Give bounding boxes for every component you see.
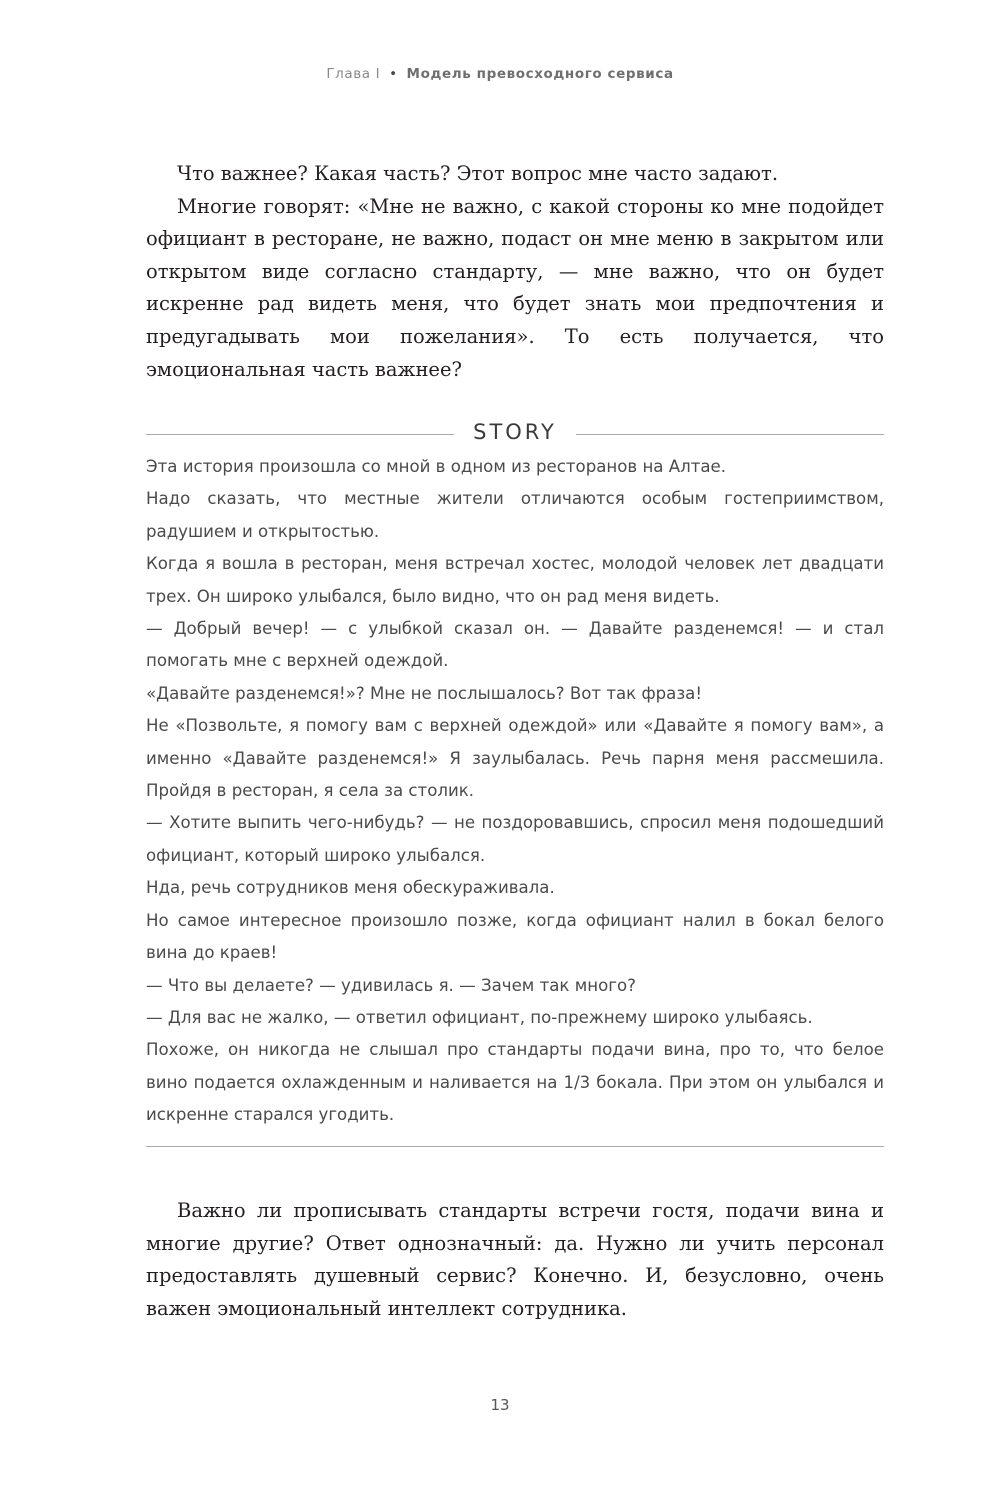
- running-head: [0, 66, 1000, 82]
- divider: [146, 1146, 884, 1147]
- page-number: 13: [490, 1396, 510, 1414]
- divider: [576, 434, 884, 435]
- story-paragraph: Надо сказать, что местные жители отличаются особым гостеприимством, радушием и открытостью.: [146, 489, 884, 541]
- intro-text: [146, 158, 884, 386]
- story-paragraph: «Давайте разденемся!»? Мне не послышалось? Вот так фраза!: [146, 683, 702, 703]
- story-paragraph: Нда, речь сотрудников меня обескураживала.: [146, 878, 555, 898]
- story-box: [146, 451, 884, 1132]
- paragraph: Многие говорят: «Мне не важно, с какой стороны ко мне подойдет официант в ресторане, не важно, подаст он мне меню в закрытом или открытом виде согласно стандарту, — мне важно, что он будет искренне рад видеть меня, что будет знать мои предпочтения и предугадывать мои пожелания». То есть получается, что эмоциональная часть важнее?: [146, 194, 884, 381]
- story-paragraph: Не «Позвольте, я помогу вам с верхней одеждой» или «Давайте я помогу вам», а именно «Давайте разденемся!» Я заулыбалась. Речь парня меня рассмешила. Пройдя в ресторан, я села за столик.: [146, 716, 884, 801]
- story-paragraph: Но самое интересное произошло позже, когда официант налил в бокал белого вина до краев!: [146, 910, 884, 963]
- chapter-title: Модель превосходного сервиса: [406, 66, 674, 82]
- story-paragraph: — Для вас не жалко, — ответил официант, по-прежнему широко улыбаясь.: [146, 1007, 813, 1027]
- story-heading: [146, 420, 884, 450]
- story-paragraph: Эта история произошла со мной в одном из ресторанов на Алтае.: [146, 457, 727, 476]
- story-heading-label: STORY: [473, 420, 557, 444]
- paragraph: Что важнее? Какая часть? Этот вопрос мне часто задают.: [177, 162, 779, 185]
- story-paragraph: Когда я вошла в ресторан, меня встречал хостес, молодой человек лет двадцати трех. Он широко улыбался, было видно, что он рад меня видеть.: [146, 554, 884, 606]
- outro-text: [146, 1195, 884, 1325]
- story-paragraph: — Хотите выпить чего-нибудь? — не поздоровавшись, спросил меня подошедший официант, который широко улыбался.: [146, 813, 884, 865]
- running-head-separator: •: [389, 66, 398, 82]
- chapter-label: Глава I: [326, 66, 381, 82]
- paragraph: Важно ли прописывать стандарты встречи гостя, подачи вина и многие другие? Ответ однозначный: да. Нужно ли учить персонал предоставлять душевный сервис? Конечно. И, безусловно, очень важен эмоциональный интеллект сотрудника.: [146, 1199, 884, 1320]
- story-paragraph: Похоже, он никогда не слышал про стандарты подачи вина, про то, что белое вино подается охлажденным и наливается на 1/3 бокала. При этом он улыбался и искренне старался угодить.: [146, 1040, 884, 1125]
- story-paragraph: — Что вы делаете? — удивилась я. — Зачем так много?: [146, 975, 636, 995]
- story-paragraph: — Добрый вечер! — с улыбкой сказал он. — Давайте разденемся! — и стал помогать мне с верхней одеждой.: [146, 619, 884, 671]
